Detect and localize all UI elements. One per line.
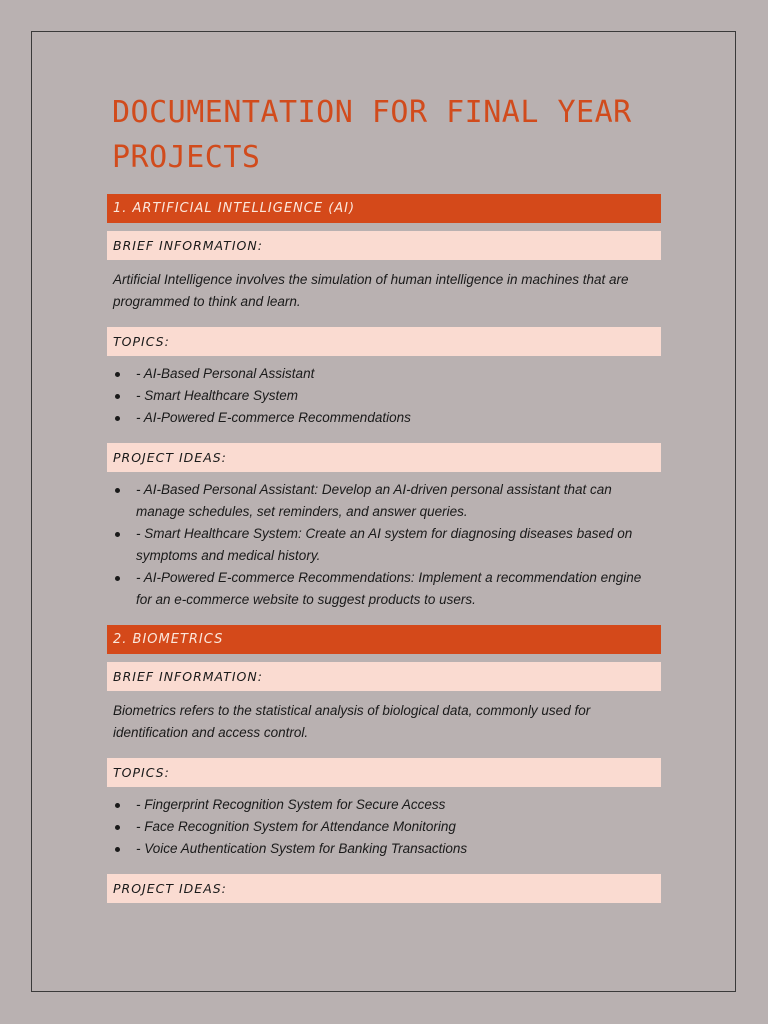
document-title-line1: DOCUMENTATION FOR FINAL YEAR bbox=[112, 95, 632, 130]
section-biometrics bbox=[107, 625, 661, 903]
list-item: - Face Recognition System for Attendance Monitoring bbox=[107, 816, 661, 838]
list-item: - AI-Powered E-commerce Recommendations: Implement a recommendation engine for an e-commerce website to suggest products to users. bbox=[107, 567, 661, 611]
section-header: 1. ARTIFICIAL INTELLIGENCE (AI) bbox=[107, 194, 661, 223]
brief-information-text: Biometrics refers to the statistical analysis of biological data, commonly used for identification and access control. bbox=[113, 703, 591, 740]
section-ai bbox=[107, 194, 661, 611]
bullet-icon bbox=[115, 532, 120, 537]
bullet-icon bbox=[115, 394, 120, 399]
brief-information-label: BRIEF INFORMATION: bbox=[107, 662, 661, 691]
document-content bbox=[107, 90, 661, 903]
list-item: - AI-Based Personal Assistant: Develop an AI-driven personal assistant that can manage schedules, set reminders, and answer queries. bbox=[107, 479, 661, 523]
list-item: - Smart Healthcare System bbox=[107, 385, 661, 407]
bullet-icon bbox=[115, 803, 120, 808]
list-item: - AI-Based Personal Assistant bbox=[107, 363, 661, 385]
document-title bbox=[112, 90, 661, 180]
bullet-icon bbox=[115, 825, 120, 830]
brief-information-label: BRIEF INFORMATION: bbox=[107, 231, 661, 260]
project-ideas-label: PROJECT IDEAS: bbox=[107, 443, 661, 472]
bullet-icon bbox=[115, 416, 120, 421]
bullet-icon bbox=[115, 488, 120, 493]
topics-label: TOPICS: bbox=[107, 327, 661, 356]
bullet-icon bbox=[115, 847, 120, 852]
list-item: - Smart Healthcare System: Create an AI system for diagnosing diseases based on symptoms and medical history. bbox=[107, 523, 661, 567]
project-ideas-list bbox=[107, 479, 661, 611]
list-item: - Fingerprint Recognition System for Secure Access bbox=[107, 794, 661, 816]
document-title-line2: PROJECTS bbox=[112, 140, 261, 175]
brief-information-text: Artificial Intelligence involves the simulation of human intelligence in machines that are programmed to think and learn. bbox=[113, 272, 629, 309]
project-ideas-label: PROJECT IDEAS: bbox=[107, 874, 661, 903]
list-item: - Voice Authentication System for Banking Transactions bbox=[107, 838, 661, 860]
topics-list bbox=[107, 794, 661, 860]
bullet-icon bbox=[115, 372, 120, 377]
list-item: - AI-Powered E-commerce Recommendations bbox=[107, 407, 661, 429]
section-header: 2. BIOMETRICS bbox=[107, 625, 661, 654]
bullet-icon bbox=[115, 576, 120, 581]
topics-list bbox=[107, 363, 661, 429]
topics-label: TOPICS: bbox=[107, 758, 661, 787]
